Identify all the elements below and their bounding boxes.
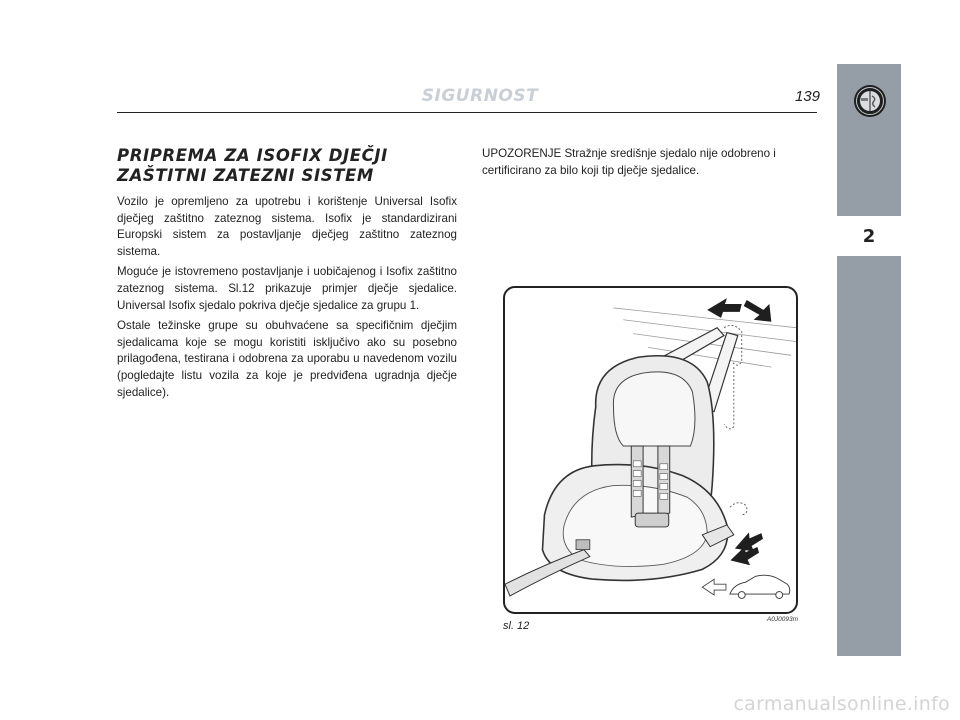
car-side-icon [730, 575, 790, 598]
chapter-sidebar [837, 64, 901, 656]
alfa-romeo-badge-icon [853, 84, 887, 118]
heading-line-2: ZAŠTITNI ZATEZNI SISTEM [117, 166, 374, 185]
child-seat-illustration [505, 288, 796, 612]
section-heading [117, 146, 457, 186]
figure-caption: sl. 12 [503, 620, 530, 632]
header-rule [117, 112, 817, 113]
figure-frame [503, 286, 798, 614]
heading-line-1: PRIPREMA ZA ISOFIX DJEČJI [117, 146, 388, 165]
chapter-number-box: 2 [837, 216, 901, 256]
section-title: SIGURNOST [421, 86, 539, 106]
page-number: 139 [794, 88, 820, 105]
figure-code: A0J0093m [766, 616, 798, 623]
paragraph-3: Ostale težinske grupe su obuhvaćene sa specifičnim dječjim sjedalicama koje se mogu koristiti isključivo ako su posebno prilagođena, testirana i odobrena za uporabu u navedenom vozilu (pogledajte listu vozila za koje je predviđena ugradnja dječje sjedalice). [117, 319, 457, 399]
watermark: carmanualsonline.info [733, 693, 950, 715]
warning-text: UPOZORENJE Stražnje središnje sjedalo nije odobreno i certificirano za bilo koji tip dječje sjedalice. [482, 147, 776, 177]
right-column [482, 146, 818, 179]
direction-arrow-icon [702, 579, 726, 595]
left-column [117, 146, 457, 405]
paragraph-2: Moguće je istovremeno postavljanje i uobičajenog i Isofix zaštitno zateznog sistema. Sl.12 prikazuje primjer dječje sjedalice. Universal Isofix sjedalo pokriva dječje sjedalice za grupu 1. [117, 265, 457, 312]
paragraph-1: Vozilo je opremljeno za upotrebu i korištenje Universal Isofix dječjeg zaštitno zateznog sistema. Isofix je standardizirani Europski sistem za postavljanje dječjeg zaštitno zateznog sistema. [117, 195, 457, 258]
